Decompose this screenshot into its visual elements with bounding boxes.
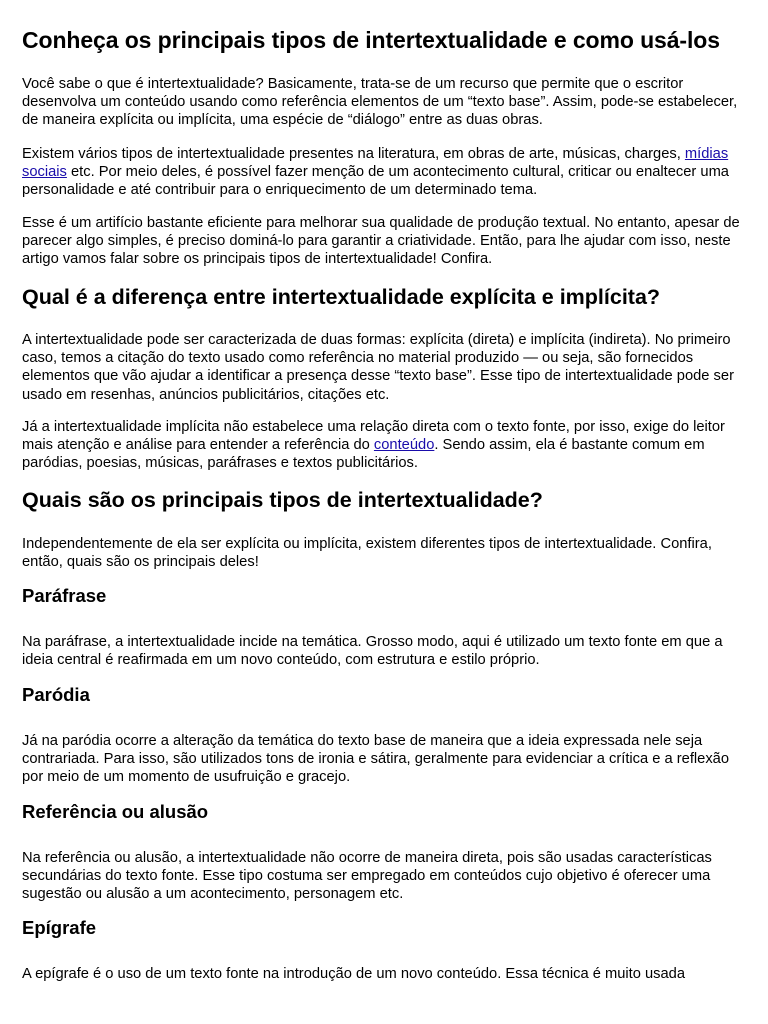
difference-paragraph-2-start: Já a intertextualidade implícita não estabelece uma relação direta com o texto fonte, por isso, exige do leitor mais atenção e análise para entender a referência do [22, 419, 725, 454]
intro-paragraph-2-end: etc. Por meio deles, é possível fazer menção de um acontecimento cultural, criticar ou enaltecer uma personalidade e até contribuir para o enriquecimento de um determinado tema. [22, 164, 729, 199]
referencia-paragraph: Na referência ou alusão, a intertextualidade não ocorre de maneira direta, pois são usadas características secundárias do texto fonte. Esse tipo costuma ser empregado em conteúdos cujo objetivo é oferecer uma sugestão ou alusão a um acontecimento, personagem etc. [22, 850, 712, 903]
types-intro-paragraph: Independentemente de ela ser explícita ou implícita, existem diferentes tipos de intertextualidade. Confira, então, quais são os principais deles! [22, 536, 712, 571]
intro-paragraph-2-start: Existem vários tipos de intertextualidade presentes na literatura, em obras de arte, músicas, charges, [22, 146, 685, 162]
difference-paragraph-1: A intertextualidade pode ser caracterizada de duas formas: explícita (direta) e implícita (indireta). No primeiro caso, temos a citação do texto usado como referência no material produzido — ou seja, são fornecidos elementos que vão ajudar a identificar a presença desse “texto base”. Esse tipo de intertextualidade pode ser usado em resenhas, anúncios publicitários, citações etc. [22, 332, 734, 403]
section-heading-types: Quais são os principais tipos de intertextualidade? [22, 488, 543, 512]
difference-paragraph-2-end: . Sendo assim, ela é bastante comum em paródias, poesias, músicas, paráfrases e textos publicitários. [22, 437, 705, 472]
article-title: Conheça os principais tipos de intertextualidade e como usá-los [22, 27, 720, 53]
subheading-parodia: Paródia [22, 684, 90, 705]
section-heading-difference: Qual é a diferença entre intertextualidade explícita e implícita? [22, 285, 661, 309]
intro-paragraph-2 [22, 145, 750, 200]
content-link[interactable]: conteúdo [373, 437, 435, 454]
subheading-parafrase: Paráfrase [22, 585, 107, 606]
difference-paragraph-2 [22, 418, 750, 473]
intro-paragraph-1: Você sabe o que é intertextualidade? Basicamente, trata-se de um recurso que permite que o escritor desenvolva um conteúdo usando como referência elementos de um “texto base”. Assim, pode-se estabelecer, de maneira explícita ou implícita, uma espécie de “diálogo” entre as duas obras. [22, 76, 738, 129]
subheading-referencia: Referência ou alusão [22, 801, 209, 822]
social-media-link[interactable]: mídias sociais [22, 146, 729, 181]
epigrafe-paragraph: A epígrafe é o uso de um texto fonte na introdução de um novo conteúdo. Essa técnica é muito usada [22, 966, 686, 982]
intro-paragraph-3: Esse é um artifício bastante eficiente para melhorar sua qualidade de produção textual. No entanto, apesar de parecer algo simples, é preciso dominá-lo para garantir a criatividade. Então, para lhe ajudar com isso, neste artigo vamos falar sobre os principais tipos de intertextualidade! Confira. [22, 215, 740, 268]
parodia-paragraph: Já na paródia ocorre a alteração da temática do texto base de maneira que a ideia expressada nele seja contrariada. Para isso, são utilizados tons de ironia e sátira, geralmente para evidenciar a crítica e a reflexão por meio de um momento de usufruição e gracejo. [22, 733, 730, 786]
parafrase-paragraph: Na paráfrase, a intertextualidade incide na temática. Grosso modo, aqui é utilizado um texto fonte em que a ideia central é reafirmada em um novo conteúdo, com estrutura e estilo próprio. [22, 634, 723, 669]
subheading-epigrafe: Epígrafe [22, 917, 97, 938]
